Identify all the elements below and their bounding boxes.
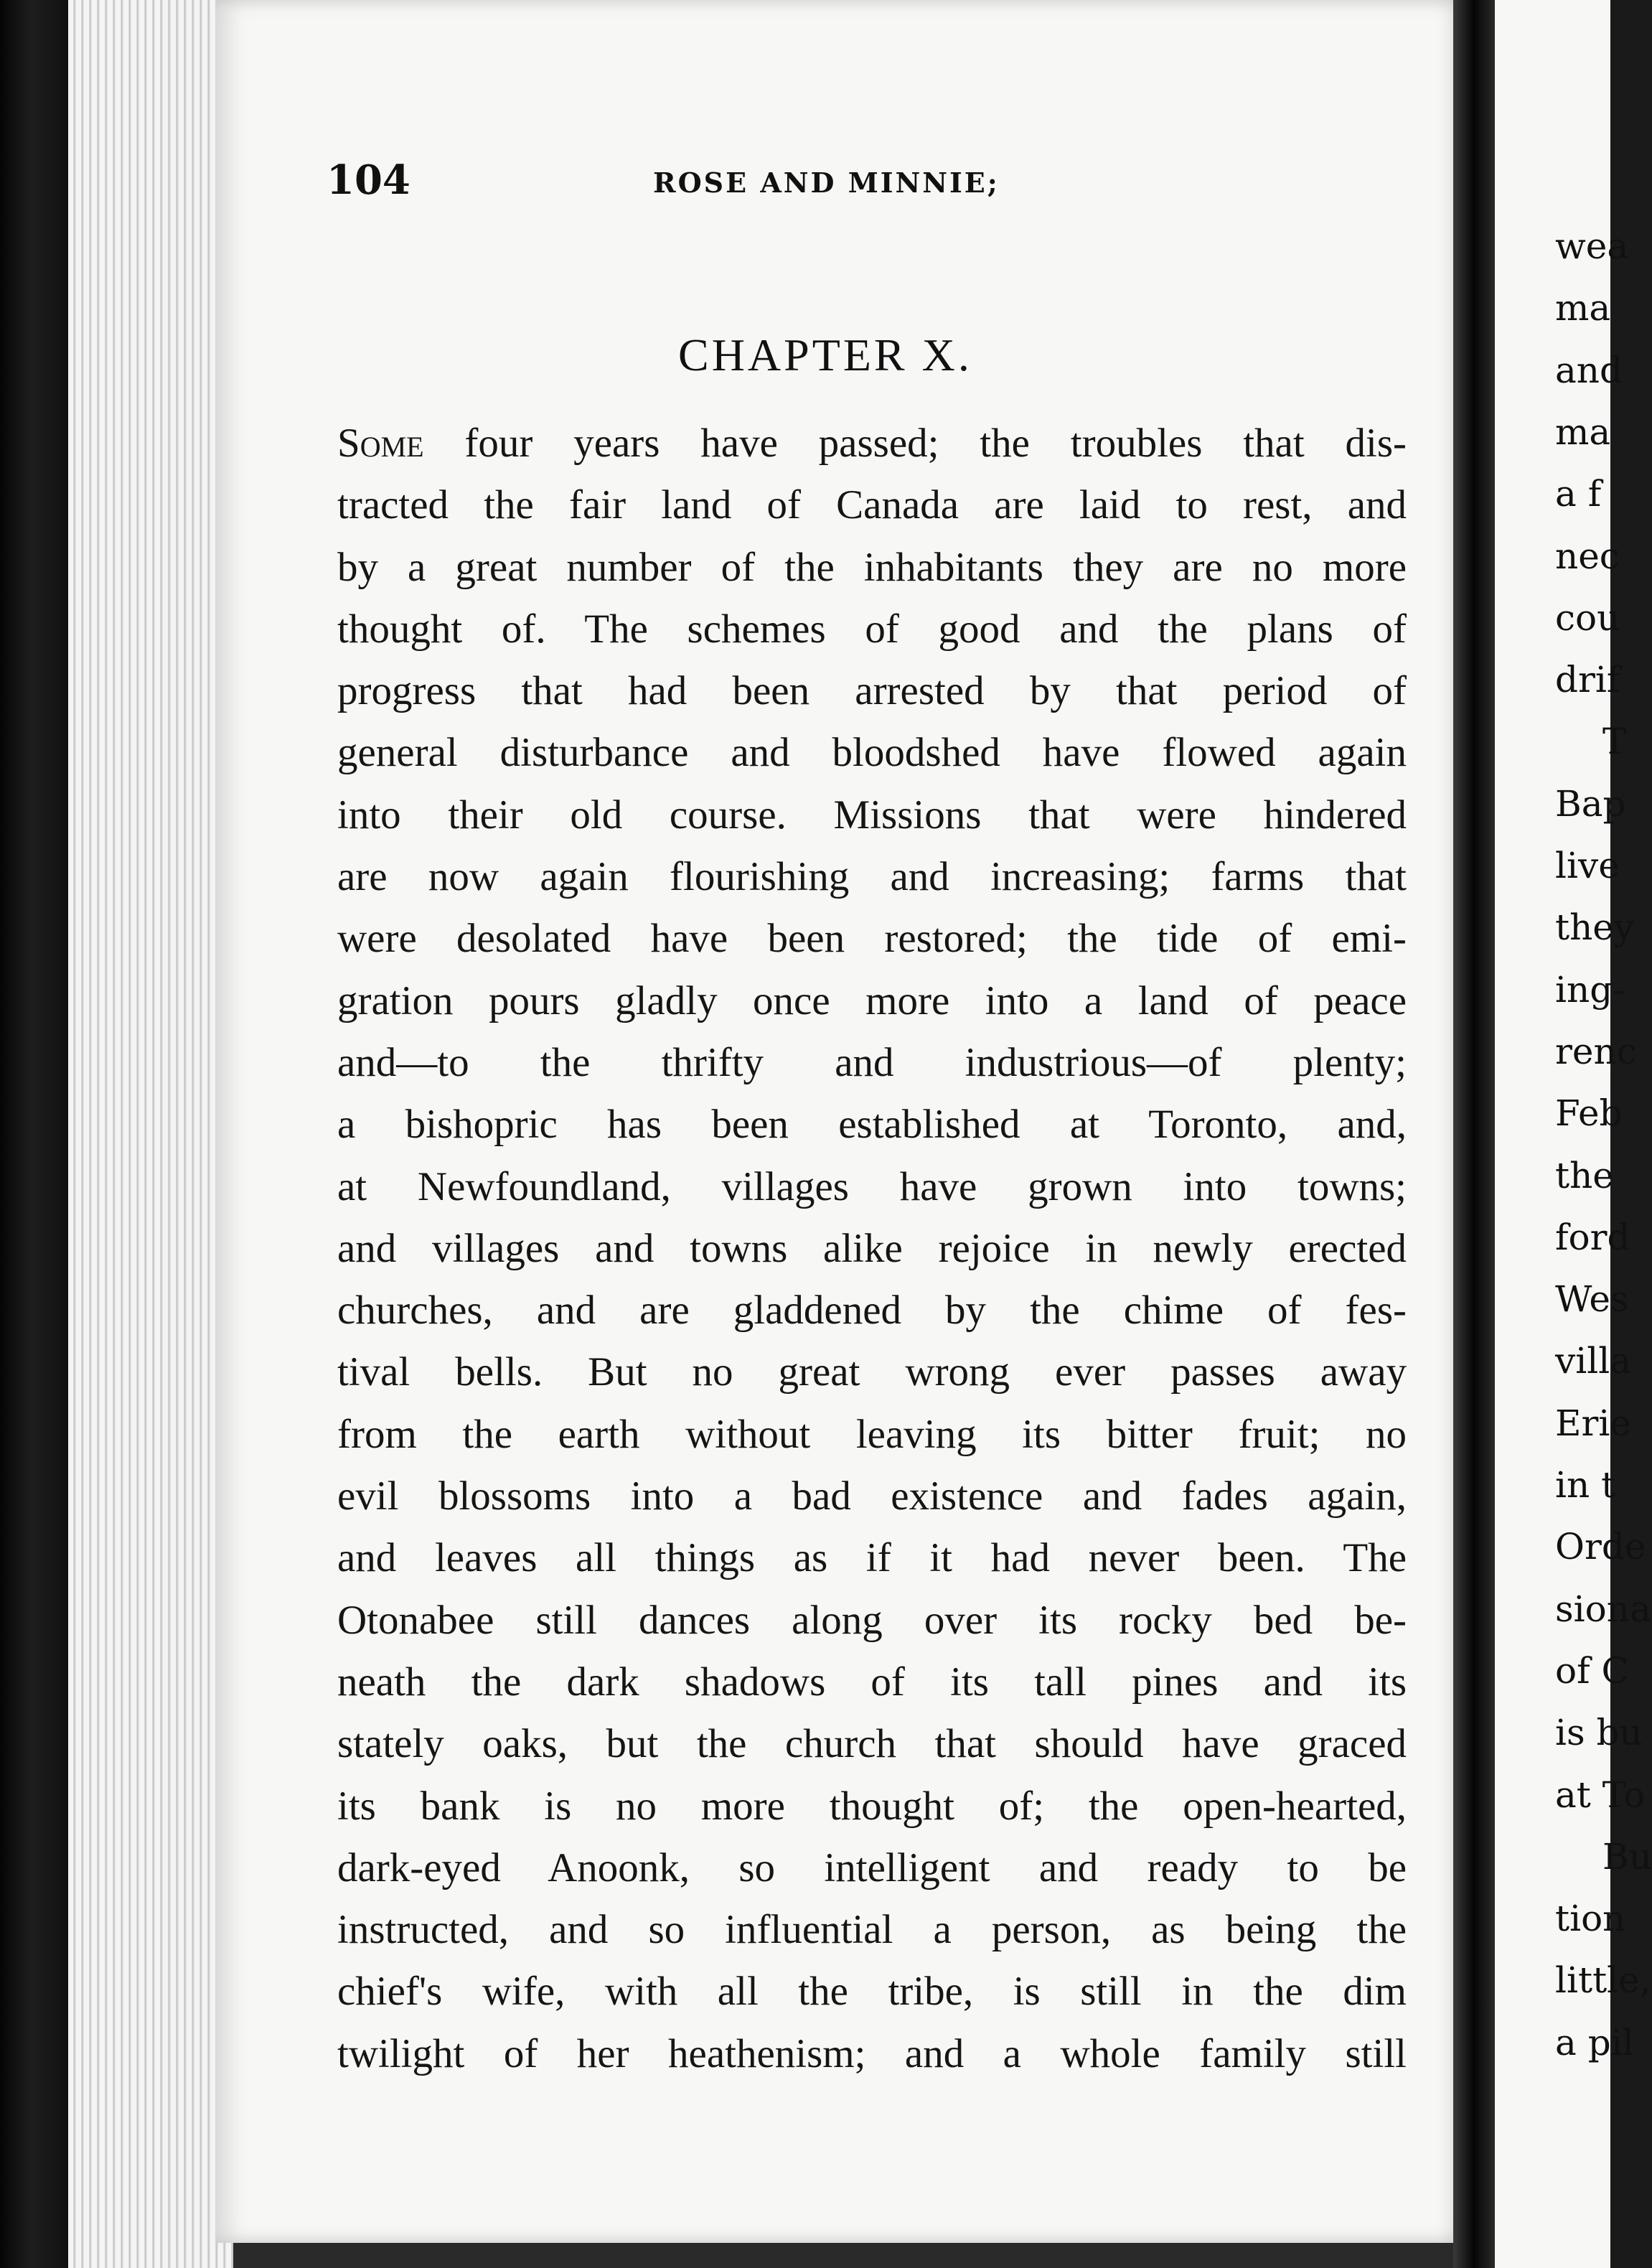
body-line: tival bells. But no great wrong ever passes away [337, 1349, 1407, 1395]
book-binding-edge [0, 0, 79, 2268]
body-line: were desolated have been restored; the tide of emi- [337, 916, 1407, 962]
body-line: dark-eyed Anoonk, so intelligent and ready to be [337, 1845, 1407, 1890]
facing-page-fragment: renc [1555, 1030, 1637, 1072]
facing-page-fragment: Bap [1555, 782, 1626, 825]
facing-page-fragment: Wes [1555, 1278, 1629, 1321]
facing-page-fragment: T [1602, 721, 1627, 763]
body-line: stately oaks, but the church that should have graced [337, 1721, 1407, 1767]
running-title: ROSE AND MINNIE; [653, 167, 1000, 199]
body-line [337, 413, 1407, 474]
body-line: its bank is no more thought of; the open-hearted, [337, 1783, 1407, 1829]
body-line: instructed, and so influential a person, as being the [337, 1907, 1407, 1953]
body-line: progress that had been arrested by that period of [337, 668, 1407, 714]
body-line: evil blossoms into a bad existence and fades again, [337, 1473, 1407, 1519]
lead-word: Some [337, 421, 424, 466]
facing-page-fragment: ma [1555, 411, 1611, 453]
page-edges [68, 0, 233, 2268]
facing-page-fragment: is bu [1555, 1712, 1643, 1754]
facing-page-fragment: Orde [1555, 1526, 1646, 1568]
facing-page-fragment: cou [1555, 596, 1620, 639]
body-line: by a great number of the inhabitants they are no more [337, 544, 1407, 590]
body-line: are now again flourishing and increasing; farms that [337, 854, 1407, 900]
body-line: into their old course. Missions that were hindered [337, 792, 1407, 838]
facing-page-fragment: in t [1555, 1464, 1616, 1506]
body-text [337, 413, 1407, 2085]
book-gutter [1453, 0, 1495, 2268]
facing-page [1495, 0, 1652, 2268]
body-line: general disturbance and bloodshed have flowed again [337, 730, 1407, 776]
facing-page-fragment: Erie [1555, 1402, 1631, 1444]
facing-page-fragment: the [1555, 1154, 1614, 1196]
body-line-text: four years have passed; the troubles that dis- [423, 421, 1407, 466]
page-number: 104 [327, 156, 410, 204]
facing-page-fragment: drif [1555, 659, 1620, 701]
facing-page-fragment: nec [1555, 535, 1620, 577]
facing-page-fragment: Bu [1602, 1835, 1652, 1878]
facing-page-fragment: at To [1555, 1773, 1646, 1816]
body-line: churches, and are gladdened by the chime of fes- [337, 1288, 1407, 1334]
facing-page-fragment: wea [1555, 225, 1629, 267]
body-line: and—to the thrifty and industrious—of plenty; [337, 1039, 1407, 1085]
body-line: thought of. The schemes of good and the plans of [337, 606, 1407, 652]
facing-page-fragment: Feb [1555, 1092, 1623, 1135]
body-line: twilight of her heathenism; and a whole family still [337, 2030, 1407, 2076]
body-line: and villages and towns alike rejoice in newly erected [337, 1225, 1407, 1271]
facing-page-fragment: ford [1555, 1216, 1630, 1258]
body-line: Otonabee still dances along over its rocky bed be- [337, 1597, 1407, 1643]
body-line: a bishopric has been established at Toronto, and, [337, 1102, 1407, 1148]
facing-page-fragment: a pil [1555, 2021, 1634, 2063]
facing-page-fragment: little, [1555, 1959, 1651, 2002]
facing-page-fragment: live [1555, 845, 1620, 886]
chapter-title: CHAPTER X. [678, 329, 972, 380]
body-line: neath the dark shadows of its tall pines and its [337, 1659, 1407, 1705]
facing-page-fragment: and [1555, 349, 1623, 391]
body-line: and leaves all things as if it had never been. The [337, 1535, 1407, 1581]
facing-page-fragment: of C [1555, 1649, 1629, 1692]
body-line: gration pours gladly once more into a land of peace [337, 978, 1407, 1023]
body-line: tracted the fair land of Canada are laid to rest, and [337, 482, 1407, 528]
body-line: chief's wife, with all the tribe, is still in the dim [337, 1969, 1407, 2015]
body-line: at Newfoundland, villages have grown into towns; [337, 1163, 1407, 1209]
facing-page-fragment: ing- [1555, 968, 1625, 1011]
facing-page-fragment: ma [1555, 287, 1611, 329]
facing-page-fragment: they [1555, 906, 1635, 949]
body-line: from the earth without leaving its bitter fruit; no [337, 1411, 1407, 1457]
facing-page-fragment: a f [1555, 473, 1602, 515]
facing-page-fragment: tion [1555, 1898, 1626, 1940]
facing-page-fragment: siona [1555, 1588, 1651, 1630]
facing-page-fragment: villa [1555, 1340, 1632, 1382]
